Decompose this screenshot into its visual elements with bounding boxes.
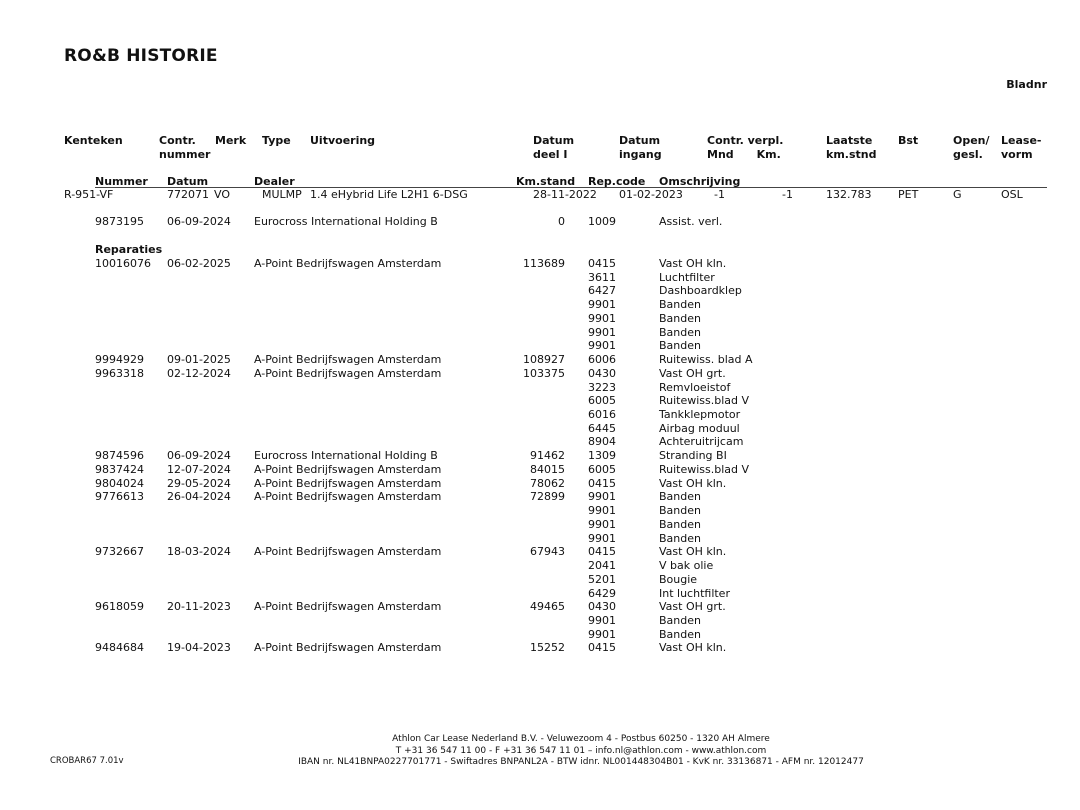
repair-code: 6006 — [588, 353, 616, 366]
form-code: CROBAR67 7.01v — [50, 756, 124, 766]
kenteken-value: R-951-VF — [64, 188, 114, 201]
header-laatste — [826, 134, 876, 162]
repair-code: 8904 — [588, 435, 616, 448]
repair-code: 0430 — [588, 367, 616, 380]
repair-omschrijving: Banden — [659, 326, 701, 339]
header-uitvoering-line1: Uitvoering — [310, 134, 376, 147]
repair-dealer: A-Point Bedrijfswagen Amsterdam — [254, 600, 442, 613]
repair-dealer: A-Point Bedrijfswagen Amsterdam — [254, 257, 442, 270]
header-lease-line1: Lease- — [1001, 134, 1042, 147]
repair-code: 9901 — [588, 504, 616, 517]
repair-code: 9901 — [588, 532, 616, 545]
repair-datum: 29-05-2024 — [167, 477, 231, 490]
subheader-2: Dealer — [254, 175, 295, 188]
header-contrverpl-line1: Contr. verpl. — [707, 134, 784, 147]
repair-dealer: A-Point Bedrijfswagen Amsterdam — [254, 545, 442, 558]
header-bst-line1: Bst — [898, 134, 919, 147]
repair-datum: 12-07-2024 — [167, 463, 231, 476]
header-datumdeel-line1: Datum — [533, 134, 575, 147]
repair-dealer: A-Point Bedrijfswagen Amsterdam — [254, 641, 442, 654]
repair-km: 103375 — [523, 367, 565, 380]
repair-nummer: 9618059 — [95, 600, 144, 613]
header-open-line1: Open/ — [953, 134, 990, 147]
header-kenteken-line1: Kenteken — [64, 134, 123, 147]
repair-omschrijving: Ruitewiss. blad A — [659, 353, 753, 366]
repair-nummer: 9874596 — [95, 449, 144, 462]
repair-dealer: A-Point Bedrijfswagen Amsterdam — [254, 353, 442, 366]
repair-omschrijving: Vast OH kln. — [659, 257, 727, 270]
repair-code: 0430 — [588, 600, 616, 613]
repair-omschrijving: Banden — [659, 518, 701, 531]
header-laatste-line2: km.stnd — [826, 148, 877, 161]
repair-code: 0415 — [588, 641, 616, 654]
repair-code: 9901 — [588, 490, 616, 503]
open-value: G — [953, 188, 962, 201]
repair-code: 6427 — [588, 284, 616, 297]
subheader-4: Rep.code — [588, 175, 646, 188]
repair-omschrijving: Banden — [659, 298, 701, 311]
subheader-3: Km.stand — [516, 175, 576, 188]
lease-value: OSL — [1001, 188, 1023, 201]
datum-ingang-value: 01-02-2023 — [619, 188, 683, 201]
repair-code: 3223 — [588, 381, 616, 394]
repair-nummer: 9837424 — [95, 463, 144, 476]
repair-km: 72899 — [530, 490, 565, 503]
repair-km: 15252 — [530, 641, 565, 654]
repair-omschrijving: Stranding BI — [659, 449, 727, 462]
repair-code: 3611 — [588, 271, 616, 284]
assist-omschrijving: Assist. verl. — [659, 215, 723, 228]
repair-omschrijving: Remvloeistof — [659, 381, 731, 394]
header-bst — [898, 134, 918, 148]
repair-km: 78062 — [530, 477, 565, 490]
repair-datum: 20-11-2023 — [167, 600, 231, 613]
repair-code: 1309 — [588, 449, 616, 462]
header-contrverpl-line2: Mnd Km. — [707, 148, 781, 161]
bst-value: PET — [898, 188, 919, 201]
repair-omschrijving: Vast OH kln. — [659, 641, 727, 654]
footer — [280, 734, 882, 769]
repair-omschrijving: Int luchtfilter — [659, 587, 730, 600]
uitvoering-value: 1.4 eHybrid Life L2H1 6-DSG — [310, 188, 468, 201]
repair-nummer: 9804024 — [95, 477, 144, 490]
repair-omschrijving: Tankklepmotor — [659, 408, 741, 421]
header-datumingang-line2: ingang — [619, 148, 662, 161]
merk-value: VO — [214, 188, 230, 201]
repair-km: 67943 — [530, 545, 565, 558]
repair-code: 6016 — [588, 408, 616, 421]
repair-dealer: Eurocross International Holding B — [254, 449, 438, 462]
repair-code: 9901 — [588, 326, 616, 339]
repair-code: 9901 — [588, 518, 616, 531]
repair-code: 0415 — [588, 545, 616, 558]
repair-code: 9901 — [588, 298, 616, 311]
repair-omschrijving: Dashboardklep — [659, 284, 742, 297]
repair-datum: 06-09-2024 — [167, 449, 231, 462]
header-contr — [159, 134, 210, 162]
repair-code: 6005 — [588, 394, 616, 407]
type-value: MULMP — [262, 188, 302, 201]
repair-omschrijving: Banden — [659, 339, 701, 352]
header-type — [262, 134, 291, 148]
repair-code: 0415 — [588, 477, 616, 490]
repair-omschrijving: Vast OH kln. — [659, 477, 727, 490]
repair-code: 0415 — [588, 257, 616, 270]
assist-dealer: Eurocross International Holding B — [254, 215, 438, 228]
datum-deel-value: 28-11-2022 — [533, 188, 597, 201]
repair-omschrijving: Banden — [659, 504, 701, 517]
header-kenteken — [64, 134, 123, 148]
header-laatste-line1: Laatste — [826, 134, 873, 147]
laatste-value: 132.783 — [826, 188, 872, 201]
repair-nummer: 9732667 — [95, 545, 144, 558]
repair-km: 84015 — [530, 463, 565, 476]
repair-omschrijving: Vast OH grt. — [659, 367, 726, 380]
repair-dealer: A-Point Bedrijfswagen Amsterdam — [254, 463, 442, 476]
repair-datum: 19-04-2023 — [167, 641, 231, 654]
subheader-0: Nummer — [95, 175, 148, 188]
repair-datum: 06-02-2025 — [167, 257, 231, 270]
repair-omschrijving: Vast OH kln. — [659, 545, 727, 558]
header-lease — [1001, 134, 1041, 162]
header-contr-line1: Contr. — [159, 134, 196, 147]
repair-code: 9901 — [588, 339, 616, 352]
footer-line-3: IBAN nr. NL41BNPA0227701771 - Swiftadres BNPANL2A - BTW idnr. NL001448304B01 - KvK nr. 33136871 - AFM nr. 12012477 — [298, 757, 864, 767]
repair-omschrijving: Airbag moduul — [659, 422, 740, 435]
assist-km: 0 — [558, 215, 565, 228]
repair-omschrijving: Banden — [659, 532, 701, 545]
footer-line-1: Athlon Car Lease Nederland B.V. - Veluwezoom 4 - Postbus 60250 - 1320 AH Almere — [392, 734, 770, 744]
mnd-value: -1 — [714, 188, 725, 201]
repair-omschrijving: Ruitewiss.blad V — [659, 463, 750, 476]
assist-datum: 06-09-2024 — [167, 215, 231, 228]
repair-datum: 02-12-2024 — [167, 367, 231, 380]
repair-code: 9901 — [588, 614, 616, 627]
section-label: Reparaties — [95, 243, 163, 256]
header-type-line1: Type — [262, 134, 291, 147]
repair-omschrijving: Vast OH grt. — [659, 600, 726, 613]
repair-nummer: 9484684 — [95, 641, 144, 654]
repair-omschrijving: Banden — [659, 614, 701, 627]
header-datumdeel — [533, 134, 574, 162]
repair-omschrijving: Ruitewiss.blad V — [659, 394, 750, 407]
repair-omschrijving: V bak olie — [659, 559, 714, 572]
repair-nummer: 9994929 — [95, 353, 144, 366]
repair-datum: 09-01-2025 — [167, 353, 231, 366]
header-datumingang-line1: Datum — [619, 134, 661, 147]
repair-nummer: 9776613 — [95, 490, 144, 503]
page-number-label: Bladnr — [1006, 78, 1047, 91]
repair-nummer: 9963318 — [95, 367, 144, 380]
repair-dealer: A-Point Bedrijfswagen Amsterdam — [254, 367, 442, 380]
assist-nummer: 9873195 — [95, 215, 144, 228]
repair-omschrijving: Banden — [659, 490, 701, 503]
header-contrverpl — [707, 134, 783, 162]
repair-code: 6429 — [588, 587, 616, 600]
repair-omschrijving: Banden — [659, 312, 701, 325]
contract-value: 772071 — [167, 188, 209, 201]
header-datumingang — [619, 134, 662, 162]
repair-nummer: 10016076 — [95, 257, 151, 270]
repair-omschrijving: Bougie — [659, 573, 698, 586]
header-merk-line1: Merk — [215, 134, 247, 147]
repair-code: 6445 — [588, 422, 616, 435]
repair-code: 9901 — [588, 312, 616, 325]
repair-omschrijving: Achteruitrijcam — [659, 435, 744, 448]
km-value: -1 — [782, 188, 793, 201]
header-lease-line2: vorm — [1001, 148, 1033, 161]
repair-code: 2041 — [588, 559, 616, 572]
header-uitvoering — [310, 134, 375, 148]
repair-dealer: A-Point Bedrijfswagen Amsterdam — [254, 477, 442, 490]
repair-km: 49465 — [530, 600, 565, 613]
repair-omschrijving: Luchtfilter — [659, 271, 715, 284]
repair-omschrijving: Banden — [659, 628, 701, 641]
repair-km: 113689 — [523, 257, 565, 270]
repair-datum: 18-03-2024 — [167, 545, 231, 558]
header-open-line2: gesl. — [953, 148, 983, 161]
footer-line-2: T +31 36 547 11 00 - F +31 36 547 11 01 – info.nl@athlon.com - www.athlon.com — [395, 745, 767, 756]
page-title: RO&B HISTORIE — [64, 46, 218, 66]
header-merk — [215, 134, 246, 148]
repair-km: 108927 — [523, 353, 565, 366]
subheader-1: Datum — [167, 175, 209, 188]
repair-code: 9901 — [588, 628, 616, 641]
header-contr-line2: nummer — [159, 148, 211, 161]
header-datumdeel-line2: deel I — [533, 148, 568, 161]
repair-code: 6005 — [588, 463, 616, 476]
repair-datum: 26-04-2024 — [167, 490, 231, 503]
repair-km: 91462 — [530, 449, 565, 462]
header-open — [953, 134, 990, 162]
assist-code: 1009 — [588, 215, 616, 228]
subheader-5: Omschrijving — [659, 175, 741, 188]
repair-code: 5201 — [588, 573, 616, 586]
repair-dealer: A-Point Bedrijfswagen Amsterdam — [254, 490, 442, 503]
